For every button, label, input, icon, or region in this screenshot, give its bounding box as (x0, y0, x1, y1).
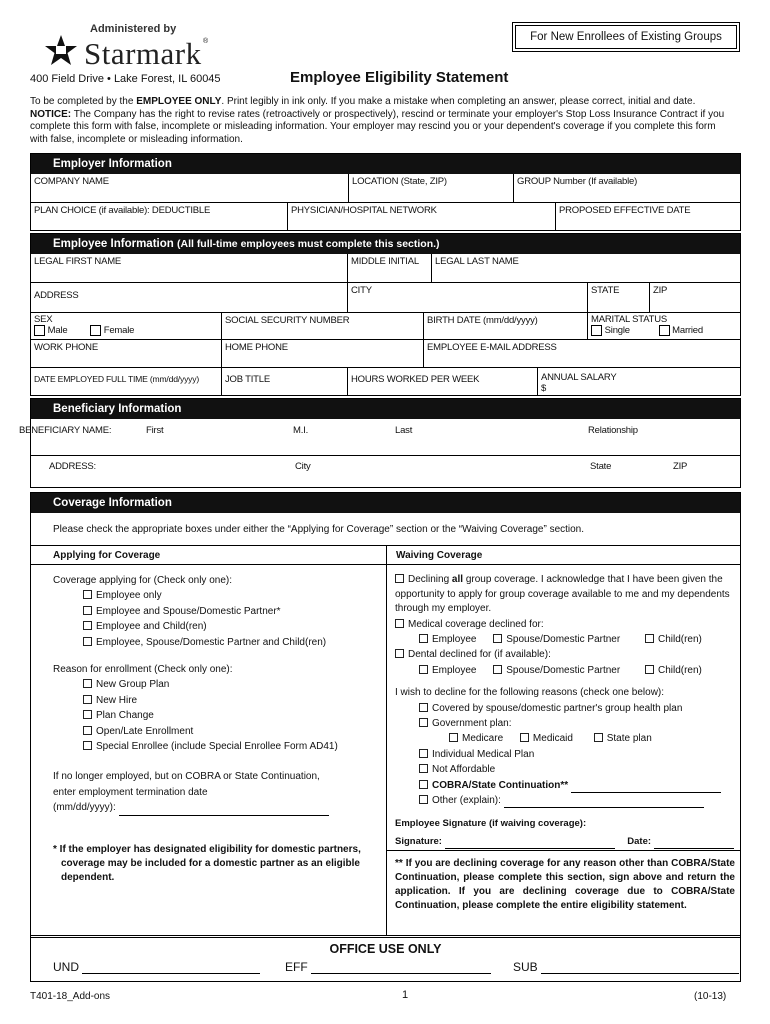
beneficiary-address-row[interactable]: ADDRESS: City State ZIP (31, 455, 740, 487)
plan-choice-field[interactable]: PLAN CHOICE (if available): DEDUCTIBLE (34, 205, 211, 216)
employee-row-contact (31, 339, 740, 367)
option-employee-only[interactable]: Employee only (83, 588, 378, 603)
waiving-heading: Waiving Coverage (396, 550, 483, 561)
reason-checkbox[interactable] (83, 679, 92, 688)
medical-children[interactable]: Child(ren) (645, 634, 702, 645)
form-revision-date: (10-13) (694, 991, 727, 1002)
registered-mark: ® (203, 38, 209, 45)
group-number-field[interactable]: GROUP Number (If available) (513, 174, 740, 202)
und-input[interactable] (82, 962, 260, 974)
decline-all[interactable]: Declining all group coverage. I acknowledge that I have been given the opportunity to apply for group coverage available to me and my dependents through my employer. (395, 574, 730, 614)
medical-spouse-checkbox[interactable] (493, 634, 502, 643)
cobra-checkbox[interactable] (419, 780, 428, 789)
medical-employee-checkbox[interactable] (419, 634, 428, 643)
email-field[interactable]: EMPLOYEE E-MAIL ADDRESS (423, 340, 740, 367)
not-affordable-checkbox[interactable] (419, 764, 428, 773)
option-checkbox[interactable] (83, 590, 92, 599)
applying-for-label: Coverage applying for (Check only one): (53, 575, 232, 586)
medical-children-checkbox[interactable] (645, 634, 654, 643)
decline-reasons (395, 701, 735, 809)
reason-new-hire[interactable]: New Hire (83, 693, 378, 708)
dental-children-checkbox[interactable] (645, 665, 654, 674)
male-checkbox[interactable] (34, 325, 45, 336)
employee-row-employment (31, 367, 740, 395)
coverage-options (53, 588, 378, 650)
birth-date-field[interactable]: BIRTH DATE (mm/dd/yyyy) (423, 313, 587, 339)
employer-row-2 (31, 202, 740, 230)
applying-heading: Applying for Coverage (53, 550, 161, 561)
instructions (30, 96, 732, 146)
dental-employee[interactable]: Employee (419, 665, 476, 676)
decline-reasons-label: I wish to decline for the following reasons (check one below): (395, 687, 665, 699)
reason-open-late[interactable]: Open/Late Enrollment (83, 724, 378, 739)
medical-employee[interactable]: Employee (419, 634, 476, 645)
coverage-heading: Coverage Information (31, 493, 740, 513)
coverage-col-headers (31, 545, 740, 565)
termination-date-input[interactable] (119, 804, 329, 816)
cobra-line (571, 782, 721, 793)
date-employed-field[interactable]: DATE EMPLOYED FULL TIME (mm/dd/yyyy) (34, 374, 200, 384)
reason-checkbox[interactable] (83, 710, 92, 719)
gov-medicare[interactable]: Medicare (449, 733, 503, 744)
office-divider (31, 935, 740, 936)
dental-children[interactable]: Child(ren) (645, 665, 702, 676)
instructions-bold: EMPLOYEE ONLY (136, 96, 222, 107)
enrollee-type-text: For New Enrollees of Existing Groups (515, 25, 737, 49)
option-employee-children[interactable]: Employee and Child(ren) (83, 619, 378, 634)
home-phone-field[interactable]: HOME PHONE (221, 340, 423, 367)
signature-date-input[interactable] (654, 838, 734, 849)
reason-checkbox[interactable] (83, 726, 92, 735)
reason-plan-change[interactable]: Plan Change (83, 708, 378, 723)
government-plan-checkbox[interactable] (419, 718, 428, 727)
cobra-text-1: If no longer employed, but on COBRA or State Continuation, (53, 771, 320, 783)
sub-input[interactable] (541, 962, 739, 974)
work-phone-field[interactable]: WORK PHONE (34, 342, 98, 353)
waiving-column (395, 573, 735, 849)
employee-heading-note: (All full-time employees must complete this section.) (176, 238, 440, 250)
medicare-checkbox[interactable] (449, 733, 458, 742)
company-address: 400 Field Drive • Lake Forest, IL 60045 (30, 73, 221, 85)
termination-date-row: (mm/dd/yyyy): (53, 800, 378, 815)
signature-row: Signature: Date: (395, 834, 735, 849)
option-checkbox[interactable] (83, 606, 92, 615)
applying-column (53, 573, 378, 885)
reason-government-plan[interactable]: Government plan: (419, 716, 735, 731)
medicaid-checkbox[interactable] (520, 733, 529, 742)
decline-all-checkbox[interactable] (395, 574, 404, 583)
office-use-section (30, 938, 741, 982)
form-code: T401-18_Add-ons (30, 991, 111, 1002)
sub-row: SUB (513, 960, 739, 974)
administered-by-text: Administered by (90, 23, 177, 35)
notice-text: The Company has the right to revise rates (retroactively or prospectively), rescind or terminate your employer's Stop Loss Insurance Contract if you complete this form with false, incomplete or misleading information. Your employer may rescind you or your dependent's coverage if you complete this form with false, incomplete or misleading information. (30, 108, 725, 145)
employee-row-personal (31, 312, 740, 339)
network-field[interactable]: PHYSICIAN/HOSPITAL NETWORK (287, 203, 555, 230)
zip-field[interactable]: ZIP (649, 283, 740, 312)
dental-declined-checkbox[interactable] (395, 649, 404, 658)
starmark-star-icon (44, 34, 78, 68)
employer-row-1 (31, 174, 740, 202)
beneficiary-name-row[interactable]: BENEFICIARY NAME: First M.I. Last Relationship (19, 425, 638, 436)
option-checkbox[interactable] (83, 637, 92, 646)
employer-section (30, 153, 741, 231)
company-name-field[interactable]: COMPANY NAME (34, 176, 109, 187)
salary-field[interactable]: ANNUAL SALARY $ (537, 368, 740, 395)
waiver-note: ** If you are declining coverage for any reason other than COBRA/State Continuation, please complete this section, sign above and return the application. If you are declining coverage due to COBRA/State Continuation, please complete the entire eligibility statement. (395, 858, 735, 911)
dental-employee-checkbox[interactable] (419, 665, 428, 674)
coverage-intro: Please check the appropriate boxes under either the “Applying for Coverage” section or the “Waiving Coverage” section. (53, 524, 585, 535)
reason-cobra[interactable]: COBRA/State Continuation** (419, 778, 735, 793)
employee-row-name (31, 254, 740, 282)
address-field[interactable]: ADDRESS (34, 290, 79, 301)
und-row: UND (53, 960, 260, 974)
reason-label: Reason for enrollment (Check only one): (53, 664, 233, 676)
covered-by-spouse-checkbox[interactable] (419, 703, 428, 712)
employer-heading: Employer Information (31, 154, 740, 174)
employee-row-address (31, 282, 740, 312)
gov-medicaid[interactable]: Medicaid (520, 733, 573, 744)
last-name-field[interactable]: LEGAL LAST NAME (431, 254, 740, 282)
dental-who (395, 663, 735, 678)
job-title-field[interactable]: JOB TITLE (221, 368, 347, 395)
government-options (419, 731, 735, 746)
option-employee-spouse[interactable]: Employee and Spouse/Domestic Partner* (83, 604, 378, 619)
employee-heading: Employee Information (All full-time employees must complete this section.) (31, 234, 740, 254)
dental-spouse-checkbox[interactable] (493, 665, 502, 674)
beneficiary-heading: Beneficiary Information (31, 399, 740, 419)
coverage-divider (386, 565, 387, 935)
option-family[interactable]: Employee, Spouse/Domestic Partner and Child(ren) (83, 635, 378, 650)
signature-divider (386, 850, 740, 851)
reason-options (53, 677, 378, 754)
other-explain-input[interactable] (504, 797, 704, 808)
eff-row: EFF (285, 960, 491, 974)
coverage-section (30, 492, 741, 938)
sex-field: SEX Male Female (34, 314, 135, 337)
reason-checkbox[interactable] (83, 741, 92, 750)
employee-section (30, 233, 741, 396)
hours-field[interactable]: HOURS WORKED PER WEEK (347, 368, 537, 395)
page-number: 1 (402, 989, 409, 1001)
reason-checkbox[interactable] (83, 695, 92, 704)
marital-status-field: MARITAL STATUS Single Married (587, 313, 740, 339)
enrollee-type-box (512, 22, 740, 52)
notice-label: NOTICE: (30, 108, 72, 120)
state-field[interactable]: STATE (587, 283, 649, 312)
medical-declined-checkbox[interactable] (395, 619, 404, 628)
reason-individual-plan[interactable]: Individual Medical Plan (419, 747, 735, 762)
signature-input[interactable] (445, 838, 615, 849)
starmark-logo-text: Starmark (84, 36, 202, 71)
instructions-text-rest: . Print legibly in ink only. If you make a mistake when completing an answer, please correct, initial and date. (221, 96, 696, 107)
reason-other[interactable]: Other (explain): (419, 793, 735, 808)
medical-spouse[interactable]: Spouse/Domestic Partner (493, 634, 620, 645)
middle-initial-field[interactable]: MIDDLE INITIAL (347, 254, 431, 282)
effective-date-field[interactable]: PROPOSED EFFECTIVE DATE (555, 203, 740, 230)
cobra-text-2: enter employment termination date (53, 786, 208, 798)
option-checkbox[interactable] (83, 621, 92, 630)
state-plan-checkbox[interactable] (594, 733, 603, 742)
gov-state-plan[interactable]: State plan (594, 733, 652, 744)
reason-new-group[interactable]: New Group Plan (83, 677, 378, 692)
location-field[interactable]: LOCATION (State, ZIP) (348, 174, 513, 202)
ssn-field[interactable]: SOCIAL SECURITY NUMBER (221, 313, 423, 339)
beneficiary-section (19, 398, 741, 488)
single-checkbox[interactable] (591, 325, 602, 336)
eff-input[interactable] (311, 962, 491, 974)
married-checkbox[interactable] (659, 325, 670, 336)
signature-heading: Employee Signature (if waiving coverage): (395, 818, 587, 830)
individual-plan-checkbox[interactable] (419, 749, 428, 758)
medical-who (395, 632, 735, 647)
dental-spouse[interactable]: Spouse/Domestic Partner (493, 665, 620, 676)
instructions-text: To be completed by the (30, 96, 137, 107)
reason-special-enrollee[interactable]: Special Enrollee (include Special Enrollee Form AD41) (83, 739, 378, 754)
office-use-heading: OFFICE USE ONLY (329, 942, 442, 956)
form-title: Employee Eligibility Statement (290, 69, 509, 86)
domestic-partner-footnote: * If the employer has designated eligibility for domestic partners, coverage may be included for a domestic partner as an eligible dependent. (53, 843, 361, 883)
medical-declined[interactable]: Medical coverage declined for: (395, 617, 735, 632)
reason-covered-by-spouse[interactable]: Covered by spouse/domestic partner's group health plan (419, 701, 735, 716)
dental-declined[interactable]: Dental declined for (if available): (395, 647, 735, 662)
female-checkbox[interactable] (90, 325, 101, 336)
reason-not-affordable[interactable]: Not Affordable (419, 762, 735, 777)
city-field[interactable]: CITY (347, 283, 587, 312)
other-checkbox[interactable] (419, 795, 428, 804)
first-name-field[interactable]: LEGAL FIRST NAME (34, 256, 122, 267)
